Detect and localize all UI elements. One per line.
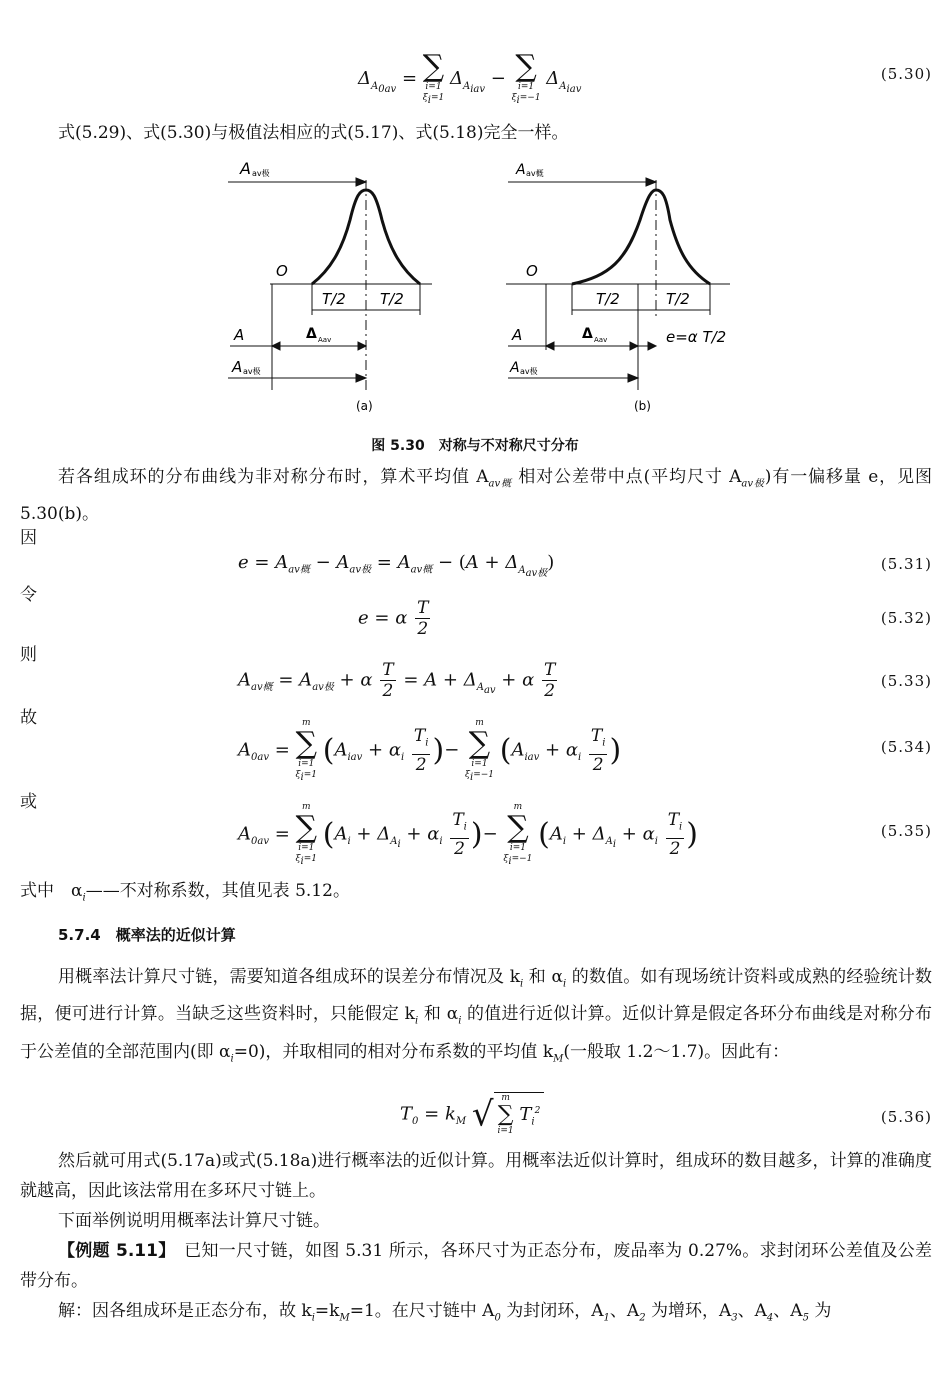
label-b: (b)	[634, 399, 651, 413]
panel-a	[228, 178, 432, 390]
equation-5-35: $A_{0av}$ = m ∑ i=1 $\xi_i=1$ ($A_i + \Delta_{A_i} + \alpha_i$ $\frac{T_i}{2}$ )− m ∑ i=1 $\xi_i=-1$ ($A_i + \Delta_{A_i} + \alpha_i$ $\frac{T_i}{2}$ )	[238, 802, 698, 867]
example-paragraph: 【例题 5.11】 已知一尺寸链，如图 5.31 所示，各环尺寸为正态分布，废品率为 0.27%。求封闭环公差值及公差带分布。	[20, 1241, 932, 1291]
label-b-delta: Δ	[582, 326, 593, 342]
label-b-bottom: A	[510, 360, 520, 376]
equation-number: (5.31)	[880, 555, 932, 573]
label-a-delta-sub: Aav	[318, 336, 332, 344]
label-a-delta: Δ	[306, 326, 317, 342]
equation-5-33: $A_{av概} = A_{av极} + \alpha$ $\frac{T}{2}$ = $A + \Delta_{A_{av}} + \alpha$ $\frac{T}{2}$	[238, 660, 556, 701]
equation-5-36: $T_0 = k_M$ √ m ∑ i=1 $T_i^2$	[400, 1092, 544, 1137]
paragraph: 用概率法计算尺寸链，需要知道各组成环的误差分布情况及 $k_i$ 和 $\alpha_i$ 的数值。如有现场统计资料或成熟的经验统计数据，便可进行计算。当缺乏这些资料时，只能假定 $k_i$ 和 $\alpha_i$ 的值进行近似计算。近似计算是假定各环分布曲线是对称分布于公差值的全部范围内(即 $\alpha_i=0$)，并取相同的相对分布系数的平均值 $k_M$(一般取 1.2～1.7)。因此有：	[20, 967, 932, 1065]
figure-5-30	[220, 150, 750, 430]
paragraph: 若各组成环的分布曲线为非对称分布时，算术平均值 $A_{av概}$ 相对公差带中点(平均尺寸 $A_{av极}$)有一偏移量 e，见图 5.30(b)。	[20, 467, 932, 525]
label-b-delta-sub: Aav	[594, 336, 608, 344]
label-b-t2: T/2	[666, 290, 690, 308]
equation-number: (5.36)	[880, 1108, 932, 1126]
label-gu: 故	[20, 708, 37, 728]
figure-caption: 图 5.30 对称与不对称尺寸分布	[371, 438, 579, 454]
equation-5-34: $A_{0av}$ = m ∑ i=1 $\xi_i=1$ ($A_{iav} + \alpha_i$ $\frac{T_i}{2}$ )− m ∑ i=1 $\xi_i=-1$ ($A_{iav} + \alpha_i$ $\frac{T_i}{2}$ )	[238, 718, 622, 783]
equation-number: (5.30)	[880, 65, 932, 83]
label-b-t1: T/2	[596, 290, 620, 308]
text-line: 式(5.29)、式(5.30)与极值法相应的式(5.17)、式(5.18)完全一样。	[58, 123, 569, 143]
label-b-e: e=α T/2	[666, 328, 727, 346]
label-b-bottom-sub: av极	[520, 367, 538, 376]
panel-b	[506, 178, 730, 390]
equation-number: (5.33)	[880, 672, 932, 690]
equation-5-30: $\Delta_{A_{0av}}$ = ∑ i=1 $\xi_i=1$ $\Delta_{A_{iav}}$ − ∑ i=1 $\xi_i=-1$ $\Delta_{A_{iav}}$	[358, 49, 582, 106]
label-ze: 则	[20, 645, 37, 665]
equation-5-31: $e = A_{av概} - A_{av极} = A_{av概} - (A + \Delta_{A_{av极}})$	[238, 552, 555, 579]
label-a-bottom: A	[232, 358, 243, 376]
solution-paragraph: 解：因各组成环是正态分布，故 $k_i=k_M=1$。在尺寸链中 $A_0$ 为封闭环，$A_1$、$A_2$ 为增环，$A_3$、$A_4$、$A_5$ 为	[58, 1301, 832, 1324]
label-b-A: A	[512, 326, 523, 344]
symbol-definition: 式中 $\alpha_i——$不对称系数，其值见表 5.12。	[20, 881, 350, 904]
equation-number: (5.35)	[880, 822, 932, 840]
paragraph: 然后就可用式(5.17a)或式(5.18a)进行概率法的近似计算。用概率法近似计算时，组成环的数目越多，计算的准确度就越高，因此该法常用在多环尺寸链上。	[20, 1151, 932, 1201]
section-heading: 5.7.4 概率法的近似计算	[58, 926, 236, 944]
label-a-t2: T/2	[380, 290, 404, 308]
label-a-bottom-sub: av极	[243, 367, 261, 376]
label-a-origin: O	[276, 262, 288, 280]
label-huo: 或	[20, 792, 37, 812]
paragraph: 下面举例说明用概率法计算尺寸链。	[58, 1211, 330, 1231]
equation-5-32: e = α $\frac{T}{2}$	[358, 598, 429, 639]
label-yin: 因	[20, 528, 37, 548]
label-ling: 令	[20, 585, 37, 605]
label-a: (a)	[356, 399, 373, 413]
label-a-t1: T/2	[322, 290, 346, 308]
label-b-origin: O	[526, 262, 538, 280]
label-a-top: A	[240, 159, 251, 178]
label-b-top-sub: av概	[526, 169, 544, 178]
label-b-top: A	[516, 162, 526, 178]
label-a-top-sub: av极	[252, 169, 270, 178]
equation-number: (5.34)	[880, 738, 932, 756]
label-a-A: A	[234, 326, 245, 344]
equation-number: (5.32)	[880, 609, 932, 627]
